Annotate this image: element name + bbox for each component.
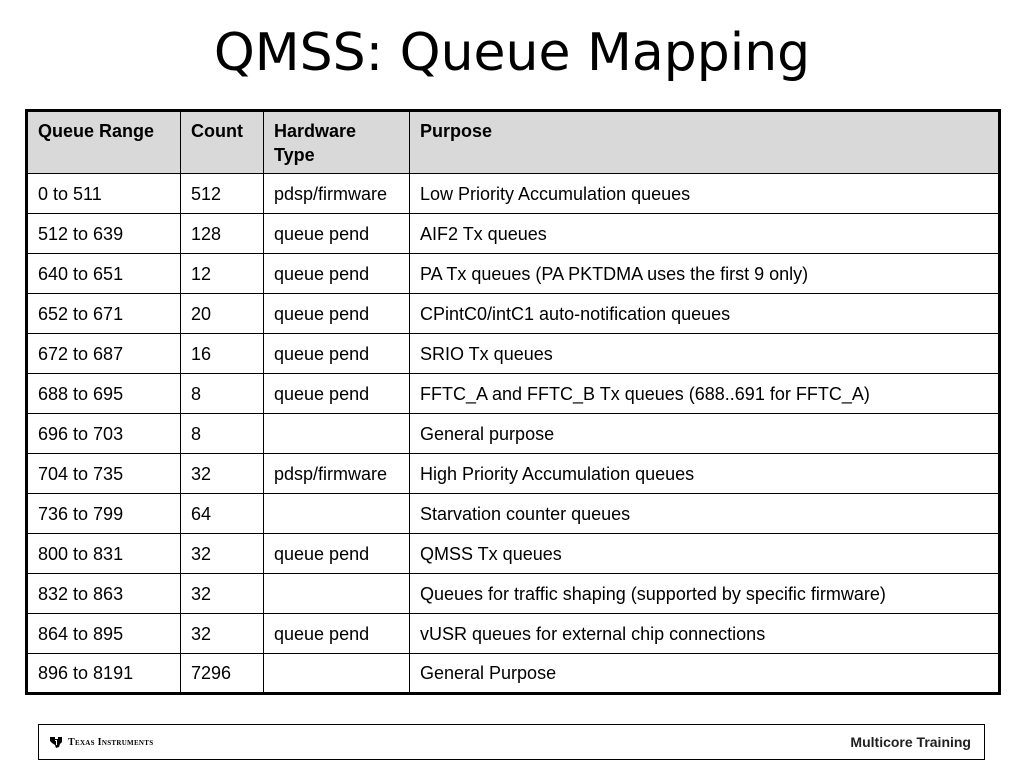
cell-count: 20 xyxy=(181,294,264,334)
header-purpose: Purpose xyxy=(410,111,1000,174)
cell-queue-range: 696 to 703 xyxy=(27,414,181,454)
cell-count: 32 xyxy=(181,574,264,614)
cell-count: 512 xyxy=(181,174,264,214)
table-row xyxy=(27,334,1000,374)
cell-queue-range: 0 to 511 xyxy=(27,174,181,214)
cell-hardware-type: queue pend xyxy=(264,374,410,414)
cell-count: 32 xyxy=(181,534,264,574)
cell-count: 128 xyxy=(181,214,264,254)
header-count: Count xyxy=(181,111,264,174)
cell-count: 64 xyxy=(181,494,264,534)
cell-purpose: FFTC_A and FFTC_B Tx queues (688..691 for FFTC_A) xyxy=(410,374,1000,414)
table-row xyxy=(27,414,1000,454)
queue-mapping-table xyxy=(25,109,1001,695)
cell-queue-range: 512 to 639 xyxy=(27,214,181,254)
texas-instruments-logo xyxy=(49,735,153,749)
texas-instruments-text: Texas Instruments xyxy=(68,736,154,748)
table-row xyxy=(27,214,1000,254)
cell-hardware-type: queue pend xyxy=(264,614,410,654)
cell-queue-range: 652 to 671 xyxy=(27,294,181,334)
cell-purpose: High Priority Accumulation queues xyxy=(410,454,1000,494)
texas-instruments-logo-icon xyxy=(49,735,63,749)
table-row xyxy=(27,294,1000,334)
cell-hardware-type xyxy=(264,494,410,534)
cell-hardware-type xyxy=(264,654,410,694)
cell-queue-range: 864 to 895 xyxy=(27,614,181,654)
cell-hardware-type: queue pend xyxy=(264,294,410,334)
cell-hardware-type: queue pend xyxy=(264,254,410,294)
table-row xyxy=(27,174,1000,214)
footer-brand-text: Multicore Training xyxy=(850,734,971,750)
cell-purpose: vUSR queues for external chip connections xyxy=(410,614,1000,654)
table-row xyxy=(27,374,1000,414)
cell-queue-range: 736 to 799 xyxy=(27,494,181,534)
cell-count: 8 xyxy=(181,374,264,414)
cell-queue-range: 688 to 695 xyxy=(27,374,181,414)
slide-title: QMSS: Queue Mapping xyxy=(213,23,811,83)
cell-hardware-type xyxy=(264,414,410,454)
cell-queue-range: 832 to 863 xyxy=(27,574,181,614)
table-row xyxy=(27,454,1000,494)
cell-queue-range: 672 to 687 xyxy=(27,334,181,374)
cell-count: 8 xyxy=(181,414,264,454)
cell-purpose: PA Tx queues (PA PKTDMA uses the first 9 only) xyxy=(410,254,1000,294)
table-header-row xyxy=(27,111,1000,174)
footer-bar xyxy=(38,724,985,760)
cell-purpose: Low Priority Accumulation queues xyxy=(410,174,1000,214)
table-row xyxy=(27,574,1000,614)
cell-hardware-type: queue pend xyxy=(264,534,410,574)
table-row xyxy=(27,654,1000,694)
cell-hardware-type xyxy=(264,574,410,614)
cell-hardware-type: queue pend xyxy=(264,334,410,374)
cell-purpose: Starvation counter queues xyxy=(410,494,1000,534)
cell-queue-range: 800 to 831 xyxy=(27,534,181,574)
cell-queue-range: 704 to 735 xyxy=(27,454,181,494)
cell-purpose: CPintC0/intC1 auto-notification queues xyxy=(410,294,1000,334)
cell-queue-range: 896 to 8191 xyxy=(27,654,181,694)
cell-count: 7296 xyxy=(181,654,264,694)
cell-hardware-type: queue pend xyxy=(264,214,410,254)
cell-purpose: QMSS Tx queues xyxy=(410,534,1000,574)
header-hardware-type: Hardware Type xyxy=(264,111,410,174)
table-row xyxy=(27,614,1000,654)
cell-queue-range: 640 to 651 xyxy=(27,254,181,294)
cell-purpose: SRIO Tx queues xyxy=(410,334,1000,374)
cell-count: 32 xyxy=(181,454,264,494)
table-row xyxy=(27,494,1000,534)
cell-hardware-type: pdsp/firmware xyxy=(264,454,410,494)
cell-purpose: AIF2 Tx queues xyxy=(410,214,1000,254)
cell-purpose: Queues for traffic shaping (supported by specific firmware) xyxy=(410,574,1000,614)
cell-purpose: General Purpose xyxy=(410,654,1000,694)
cell-count: 32 xyxy=(181,614,264,654)
header-queue-range: Queue Range xyxy=(27,111,181,174)
cell-count: 16 xyxy=(181,334,264,374)
cell-count: 12 xyxy=(181,254,264,294)
table-row xyxy=(27,254,1000,294)
cell-purpose: General purpose xyxy=(410,414,1000,454)
cell-hardware-type: pdsp/firmware xyxy=(264,174,410,214)
table-row xyxy=(27,534,1000,574)
